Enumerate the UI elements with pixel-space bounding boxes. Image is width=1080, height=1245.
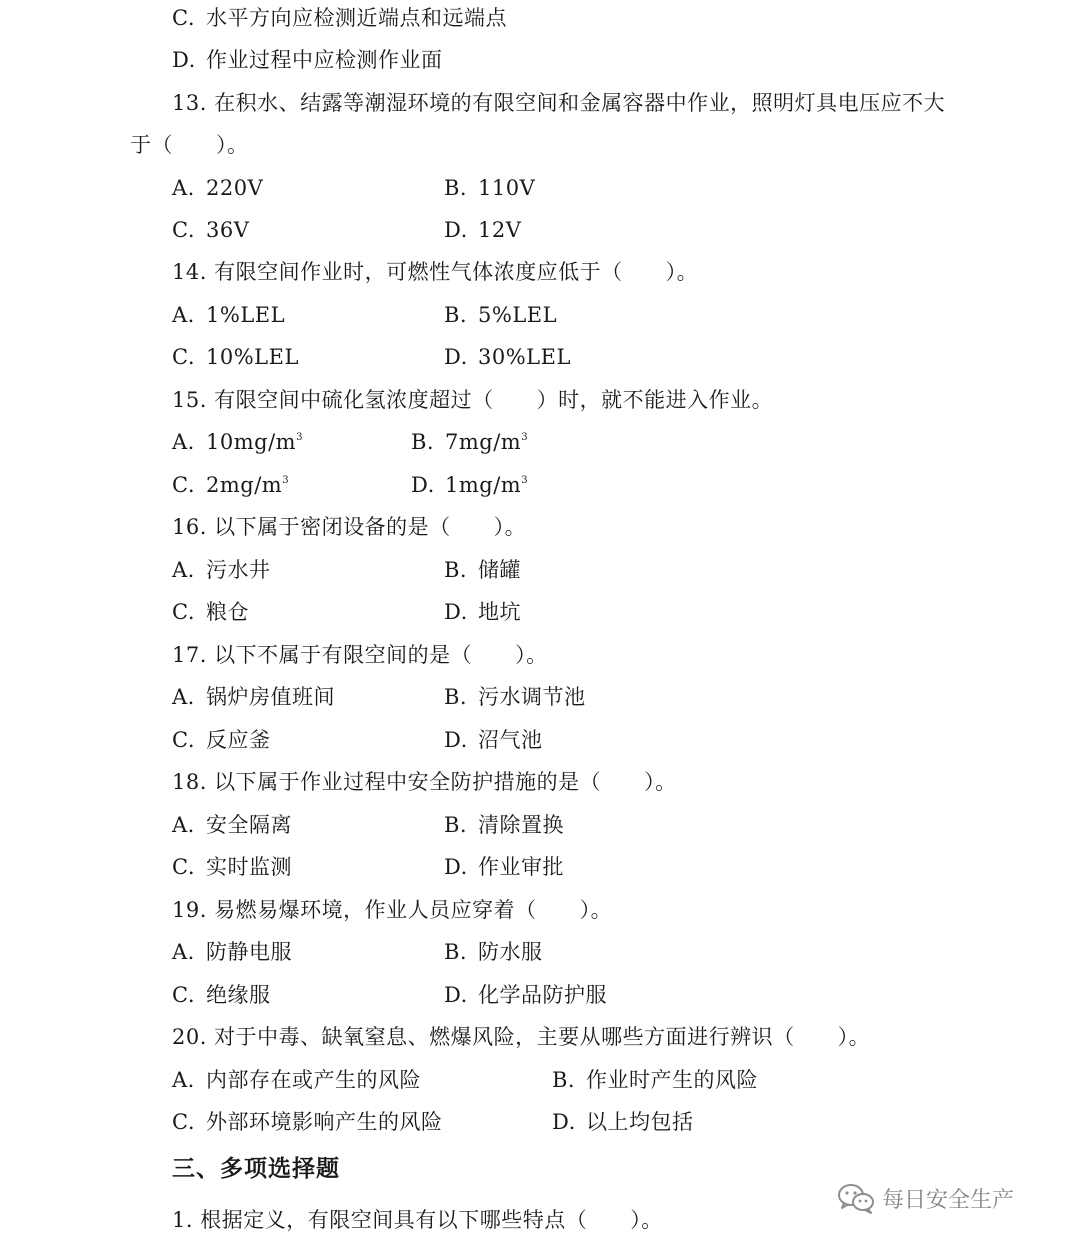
- option-letter: A.: [172, 430, 195, 454]
- wechat-icon: [836, 1182, 876, 1214]
- option-letter: C.: [172, 983, 195, 1007]
- option-letter: B.: [444, 813, 468, 837]
- q18-stem: 18. 以下属于作业过程中安全防护措施的是（ ）。: [172, 770, 677, 794]
- q19-option-c: [172, 980, 271, 1010]
- option-text: 防静电服: [206, 940, 292, 964]
- option-letter: C.: [172, 345, 195, 369]
- q14-option-c: [172, 342, 299, 372]
- option-text: 锅炉房值班间: [206, 685, 335, 709]
- option-text: 绝缘服: [206, 983, 271, 1007]
- option-text: 清除置换: [478, 813, 564, 837]
- q19-option-a: [172, 937, 292, 967]
- q18-option-b: [444, 810, 564, 840]
- q18-option-a: [172, 810, 292, 840]
- option-text: 5%LEL: [478, 303, 558, 327]
- option-text: 110V: [478, 176, 536, 200]
- option-letter: B.: [444, 176, 468, 200]
- superscript: 3: [282, 475, 290, 486]
- option-letter: D.: [444, 855, 468, 879]
- q20-stem: 20. 对于中毒、缺氧窒息、燃爆风险，主要从哪些方面进行辨识（ ）。: [172, 1025, 871, 1049]
- option-text: 10%LEL: [206, 345, 299, 369]
- q14-stem: 14. 有限空间作业时，可燃性气体浓度应低于（ ）。: [172, 260, 699, 284]
- q14-option-b: [444, 300, 557, 330]
- q16-option-d: [444, 597, 521, 627]
- option-letter: D.: [172, 48, 196, 72]
- q16-stem: 16. 以下属于密闭设备的是（ ）。: [172, 515, 527, 539]
- watermark-text: 每日安全生产: [882, 1187, 1015, 1213]
- option-text: 2mg/m: [206, 473, 283, 497]
- q15-option-a: [172, 427, 303, 457]
- option-letter: B.: [444, 685, 468, 709]
- option-letter: C.: [172, 855, 195, 879]
- q20-option-a: [172, 1065, 421, 1095]
- q15-option-b: [411, 427, 528, 457]
- option-text: 反应釜: [206, 728, 271, 752]
- option-text: 外部环境影响产生的风险: [206, 1110, 443, 1134]
- q19-option-d: [444, 980, 607, 1010]
- q20-option-b: [552, 1065, 758, 1095]
- q13-stem-line1: 13. 在积水、结露等潮湿环境的有限空间和金属容器中作业，照明灯具电压应不大: [172, 91, 946, 115]
- q13-stem-line2: 于（ ）。: [130, 133, 249, 157]
- option-text: 12V: [478, 218, 522, 242]
- option-letter: D.: [444, 218, 468, 242]
- option-text: 1%LEL: [206, 303, 286, 327]
- q16-option-b: [444, 555, 521, 585]
- q13-option-d: [444, 215, 521, 245]
- option-letter: C.: [172, 218, 195, 242]
- q13-option-b: [444, 173, 535, 203]
- option-text: 实时监测: [206, 855, 292, 879]
- option-letter: B.: [444, 558, 468, 582]
- option-letter: A.: [172, 1068, 195, 1092]
- q15-option-d: [411, 470, 528, 500]
- q18-option-c: [172, 852, 292, 882]
- q15-option-c: [172, 470, 289, 500]
- q14-option-a: [172, 300, 285, 330]
- q19-stem: 19. 易燃易爆环境，作业人员应穿着（ ）。: [172, 898, 613, 922]
- option-text: 水平方向应检测近端点和远端点: [206, 6, 507, 30]
- option-text: 作业时产生的风险: [586, 1068, 758, 1092]
- option-letter: C.: [172, 473, 195, 497]
- option-letter: D.: [411, 473, 435, 497]
- option-text: 以上均包括: [586, 1110, 694, 1134]
- option-letter: A.: [172, 940, 195, 964]
- option-letter: C.: [172, 600, 195, 624]
- option-text: 1mg/m: [445, 473, 522, 497]
- option-text: 污水井: [206, 558, 271, 582]
- option-letter: D.: [444, 728, 468, 752]
- option-text: 36V: [206, 218, 250, 242]
- option-letter: C.: [172, 728, 195, 752]
- option-text: 作业审批: [478, 855, 564, 879]
- q17-option-c: [172, 725, 271, 755]
- option-letter: D.: [444, 600, 468, 624]
- option-text: 污水调节池: [478, 685, 586, 709]
- option-text: 220V: [206, 176, 264, 200]
- option-letter: A.: [172, 558, 195, 582]
- watermark: [836, 1178, 1014, 1218]
- q19-option-b: [444, 937, 543, 967]
- option-text: 沼气池: [478, 728, 543, 752]
- option-letter: B.: [552, 1068, 576, 1092]
- q17-stem: 17. 以下不属于有限空间的是（ ）。: [172, 643, 548, 667]
- option-text: 地坑: [478, 600, 521, 624]
- q13-option-c: [172, 215, 249, 245]
- section3-q1-stem: 1. 根据定义，有限空间具有以下哪些特点（ ）。: [172, 1208, 663, 1232]
- option-text: 作业过程中应检测作业面: [206, 48, 443, 72]
- superscript: 3: [521, 432, 529, 443]
- option-letter: C.: [172, 1110, 195, 1134]
- q15-stem: 15. 有限空间中硫化氢浓度超过（ ）时，就不能进入作业。: [172, 388, 774, 412]
- option-text: 防水服: [478, 940, 543, 964]
- q16-option-c: [172, 597, 249, 627]
- option-letter: A.: [172, 685, 195, 709]
- superscript: 3: [521, 475, 529, 486]
- option-letter: B.: [411, 430, 435, 454]
- option-letter: D.: [552, 1110, 576, 1134]
- option-letter: C.: [172, 6, 195, 30]
- q12-option-c: [172, 3, 507, 33]
- section-heading-multiple-choice: 三、多项选择题: [172, 1156, 340, 1182]
- q20-option-d: [552, 1107, 694, 1137]
- option-letter: A.: [172, 303, 195, 327]
- q18-option-d: [444, 852, 564, 882]
- option-text: 内部存在或产生的风险: [206, 1068, 421, 1092]
- q20-option-c: [172, 1107, 443, 1137]
- q13-option-a: [172, 173, 263, 203]
- option-text: 粮仓: [206, 600, 249, 624]
- superscript: 3: [296, 432, 303, 443]
- q12-option-d: [172, 45, 443, 75]
- q17-option-d: [444, 725, 543, 755]
- q14-option-d: [444, 342, 571, 372]
- option-text: 安全隔离: [206, 813, 292, 837]
- option-text: 储罐: [478, 558, 521, 582]
- option-letter: A.: [172, 813, 195, 837]
- option-text: 化学品防护服: [478, 983, 607, 1007]
- q17-option-b: [444, 682, 586, 712]
- q16-option-a: [172, 555, 271, 585]
- option-letter: A.: [172, 176, 195, 200]
- option-text: 7mg/m: [445, 430, 522, 454]
- option-letter: D.: [444, 983, 468, 1007]
- option-letter: B.: [444, 940, 468, 964]
- option-letter: B.: [444, 303, 468, 327]
- option-text: 30%LEL: [478, 345, 571, 369]
- q17-option-a: [172, 682, 335, 712]
- option-text: 10mg/m: [206, 430, 297, 454]
- option-letter: D.: [444, 345, 468, 369]
